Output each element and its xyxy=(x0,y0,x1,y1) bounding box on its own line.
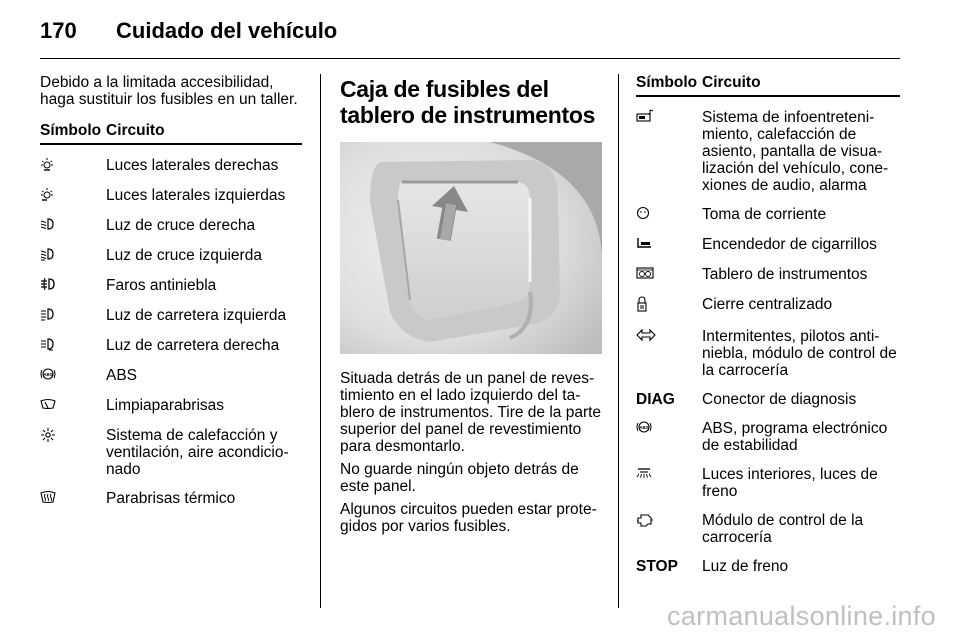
table-row xyxy=(636,316,900,379)
fuse-circuit-description: Luz de carretera izquierda xyxy=(106,307,287,324)
circuit-column-header: Circuito xyxy=(106,122,165,139)
table-row xyxy=(636,97,900,194)
section-body xyxy=(340,370,603,535)
fuse-circuit-description: Luces laterales derechas xyxy=(106,157,279,174)
table-row xyxy=(636,379,900,408)
column-right xyxy=(636,74,900,575)
table-row xyxy=(40,355,302,385)
interior-light-icon xyxy=(636,466,702,500)
intro-text: Debido a la limitada accesibilidad, haga sustituir los fusibles en un taller. xyxy=(40,74,298,108)
fuse-symbol-text: STOP xyxy=(636,558,678,575)
fuse-circuit-description: Encendedor de cigarrillos xyxy=(702,236,877,253)
abs-icon xyxy=(636,420,702,454)
table-row xyxy=(40,235,302,265)
table-row xyxy=(40,145,302,175)
table-row xyxy=(40,265,302,295)
turn-signal-icon xyxy=(636,328,702,379)
body-paragraph: Algunos circuitos pueden estar prote-gidos por varios fusibles. xyxy=(340,501,597,535)
circuit-column-header: Circuito xyxy=(702,74,761,91)
fuse-circuit-description: ABS, programa electrónico de estabilidad xyxy=(702,420,888,454)
fuse-circuit-description: Sistema de calefacción y ventilación, aire acondicio-nado xyxy=(106,427,289,478)
wiper-icon xyxy=(40,397,106,415)
table-row xyxy=(636,546,900,575)
fuse-circuit-description: Luz de cruce derecha xyxy=(106,217,256,234)
table-row xyxy=(636,194,900,224)
fuse-circuit-description: Luces interiores, luces de freno xyxy=(702,466,878,500)
symbol-column-header: Símbolo xyxy=(636,74,698,91)
table-row xyxy=(40,415,302,478)
fuse-table-right xyxy=(636,97,900,575)
fuse-circuit-description: Tablero de instrumentos xyxy=(702,266,868,283)
cigarette-lighter-icon xyxy=(636,236,702,254)
fuse-table-left xyxy=(40,145,302,508)
table-row xyxy=(636,284,900,316)
fuse-circuit-description: ABS xyxy=(106,367,138,384)
abs-icon xyxy=(40,367,106,385)
fuse-circuit-description: Limpiaparabrisas xyxy=(106,397,225,414)
table-row xyxy=(40,295,302,325)
symbol-column-header: Símbolo xyxy=(40,122,102,139)
fuse-symbol-text: DIAG xyxy=(636,391,675,408)
watermark: carmanualsonline.info xyxy=(667,601,936,631)
fuse-circuit-description: Conector de diagnosis xyxy=(702,391,857,408)
column-divider xyxy=(618,74,619,608)
column-middle xyxy=(340,74,603,541)
fuse-circuit-description: Sistema de infoentreteni-miento, calefacción de asiento, pantalla de visua-lización del vehículo, cone-xiones de audio, alarma xyxy=(702,109,889,194)
side-light-left-icon xyxy=(40,187,106,205)
fuse-circuit-description: Intermitentes, pilotos anti-niebla, módulo de control de la carrocería xyxy=(702,328,897,379)
side-light-right-icon xyxy=(40,157,106,175)
infotainment-icon xyxy=(636,109,702,194)
page-title: Cuidado del vehículo xyxy=(116,18,338,43)
table-row xyxy=(636,454,900,500)
body-paragraph: No guarde ningún objeto detrás de este panel. xyxy=(340,461,579,495)
fuse-circuit-description: Luz de freno xyxy=(702,558,789,575)
heated-windscreen-icon xyxy=(40,490,106,508)
table-header xyxy=(40,122,302,145)
low-beam-right-icon xyxy=(40,217,106,235)
section-title: Caja de fusibles del tablero de instrumentos xyxy=(340,76,596,128)
instrument-panel-icon xyxy=(636,266,702,284)
fuse-circuit-description: Luces laterales izquierdas xyxy=(106,187,286,204)
high-beam-left-icon xyxy=(40,307,106,325)
column-divider xyxy=(320,74,321,608)
fuse-circuit-description: Toma de corriente xyxy=(702,206,827,223)
table-row xyxy=(40,325,302,355)
body-control-icon xyxy=(636,512,702,546)
table-header xyxy=(636,74,900,97)
power-outlet-icon xyxy=(636,206,702,224)
svg-text:ABS: ABS xyxy=(43,372,53,377)
table-row xyxy=(40,478,302,508)
low-beam-left-icon xyxy=(40,247,106,265)
fuse-circuit-description: Faros antiniebla xyxy=(106,277,217,294)
table-row xyxy=(636,408,900,454)
table-row xyxy=(40,175,302,205)
fan-icon xyxy=(40,427,106,478)
fuse-circuit-description: Módulo de control de la carrocería xyxy=(702,512,864,546)
table-row xyxy=(40,205,302,235)
table-row xyxy=(40,385,302,415)
high-beam-right-icon xyxy=(40,337,106,355)
table-row xyxy=(636,224,900,254)
table-row xyxy=(636,500,900,546)
central-lock-icon xyxy=(636,296,702,316)
fuse-circuit-description: Cierre centralizado xyxy=(702,296,833,313)
fuse-circuit-description: Luz de carretera derecha xyxy=(106,337,280,354)
fuse-panel-photo xyxy=(340,142,602,354)
fuse-circuit-description: Parabrisas térmico xyxy=(106,490,236,507)
fog-light-icon xyxy=(40,277,106,295)
svg-text:ABS: ABS xyxy=(639,425,649,430)
header-rule xyxy=(40,58,900,59)
fuse-circuit-description: Luz de cruce izquierda xyxy=(106,247,262,264)
body-paragraph: Situada detrás de un panel de reves-timiento en el lado izquierdo del ta-blero de instrumentos. Tire de la parte superior del panel de revestimiento para desmontarlo. xyxy=(340,370,602,455)
column-left xyxy=(40,74,302,508)
page-number: 170 xyxy=(40,18,77,43)
table-row xyxy=(636,254,900,284)
